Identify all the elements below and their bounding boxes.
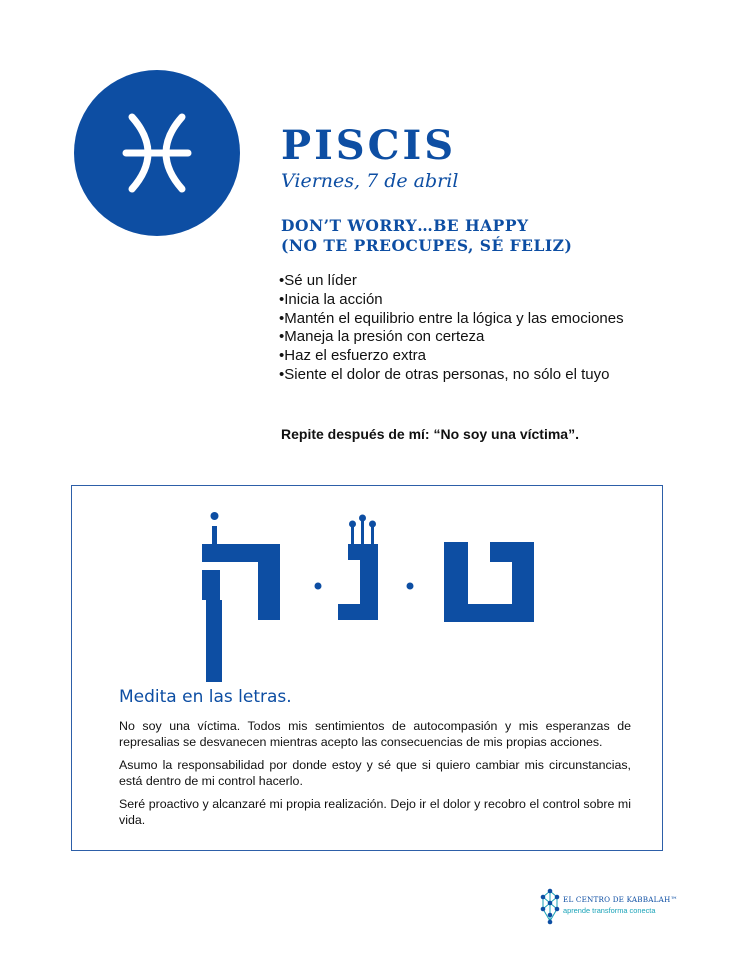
hebrew-letters <box>72 476 662 686</box>
list-item: • Haz el esfuerzo extra <box>279 347 624 366</box>
logo-tagline: aprende transforma conecta <box>563 906 656 915</box>
meditation-paragraph-2: Asumo la responsabilidad por donde estoy y sé que si quiero cambiar mis circunstancias, está dentro de mi control hacerlo. <box>119 758 631 788</box>
meditation-paragraph-1: No soy una víctima. Todos mis sentimientos de autocompasión y mis esperanzas de represalias se desvanecen mientras acepto las consecuencias de mis propias acciones. <box>119 719 631 749</box>
meditation-paragraph-3: Seré proactivo y alcanzaré mi propia realización. Dejo ir el dolor y recobro el control sobre mi vida. <box>119 797 631 827</box>
pisces-glyph-icon <box>74 70 240 236</box>
sign-title: PISCIS <box>281 122 457 169</box>
list-item: • Siente el dolor de otras personas, no sólo el tuyo <box>279 366 624 385</box>
repeat-affirmation: Repite después de mí: “No soy una víctima”. <box>281 426 579 442</box>
tree-of-life-icon <box>539 887 561 927</box>
hebrew-letters-text: מ · נ · ק <box>72 476 76 477</box>
hebrew-letters-artwork <box>202 512 534 682</box>
sign-date: Viernes, 7 de abril <box>281 170 459 192</box>
list-item: • Sé un líder <box>279 272 624 291</box>
meditation-box <box>71 476 663 851</box>
logo-name: EL CENTRO DE KABBALAH™ <box>563 895 678 904</box>
kabbalah-centre-logo <box>539 887 699 927</box>
motto-line-2: (NO TE PREOCUPES, SÉ FELIZ) <box>281 236 573 255</box>
tips-list <box>279 272 624 385</box>
motto <box>281 216 572 256</box>
meditation-heading: Medita en las letras. <box>119 687 292 707</box>
motto-line-1: DON’T WORRY…BE HAPPY <box>281 216 529 235</box>
pisces-sign-circle <box>74 70 240 236</box>
list-item: • Inicia la acción <box>279 291 624 310</box>
list-item: • Mantén el equilibrio entre la lógica y las emociones <box>279 310 624 329</box>
list-item: • Maneja la presión con certeza <box>279 328 624 347</box>
